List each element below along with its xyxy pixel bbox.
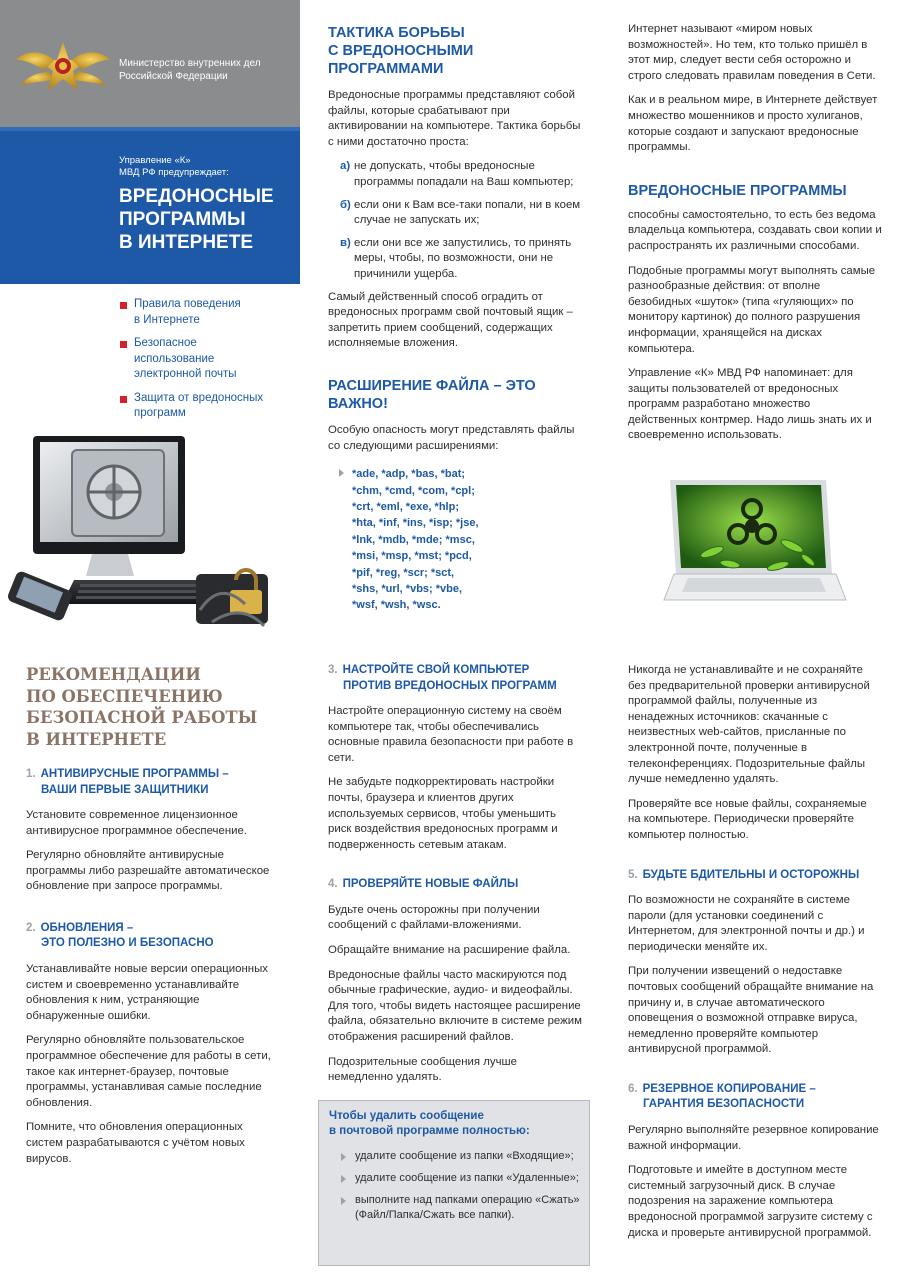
step-letter: в) bbox=[340, 236, 351, 249]
section-paragraph: Помните, что обновления операционных систем разрабатываются с учётом новых вирусов. bbox=[26, 1121, 245, 1165]
heading-line: БУДЬТЕ БДИТЕЛЬНЫ И ОСТОРОЖНЫ bbox=[642, 868, 860, 881]
extension-heading bbox=[328, 377, 582, 413]
list-item: выполните над папками операцию «Сжать» (Файл/Папка/Сжать все папки). bbox=[337, 1193, 587, 1223]
section-paragraph: Установите современное лицензионное антивирусное программное обеспечение. bbox=[26, 809, 247, 837]
section-number: 6. bbox=[628, 1082, 638, 1095]
heading-line: ОБНОВЛЕНИЯ – bbox=[40, 921, 134, 934]
recommendations-middle-column bbox=[328, 663, 582, 1095]
topic-line: электронной почты bbox=[134, 368, 237, 380]
malware-paragraph: способны самостоятельно, то есть без ведома владельца компьютера, создавать свои копии и распространять их различными способами. bbox=[628, 208, 882, 252]
recommendations-title bbox=[26, 664, 276, 750]
extension-line: *shs, *url, *vbs; *vbe, bbox=[352, 583, 463, 596]
heading-line: ТАКТИКА БОРЬБЫ bbox=[328, 25, 465, 41]
ministry-line: Министерство внутренних дел bbox=[119, 58, 261, 69]
extension-intro: Особую опасность могут представлять файлы со следующими расширениями: bbox=[328, 424, 575, 452]
topic-line: Правила поведения bbox=[134, 298, 241, 310]
alert-subtitle bbox=[119, 155, 294, 179]
heading-line: РЕКОМЕНДАЦИИ bbox=[26, 665, 201, 684]
biohazard-laptop-icon bbox=[660, 476, 848, 608]
delete-message-title bbox=[329, 1109, 579, 1139]
topic-item bbox=[120, 297, 295, 328]
extension-line: *pif, *reg, *scr; *sct, bbox=[352, 566, 455, 579]
heading-line: РЕЗЕРВНОЕ КОПИРОВАНИЕ – bbox=[642, 1082, 816, 1095]
section-paragraph: Настройте операционную систему на своём компьютере так, чтобы обеспечивались основные правила безопасности при работе в сети. bbox=[328, 705, 574, 764]
section-paragraph: Никогда не устанавливайте и не сохраняйте без предварительной проверки антивирусной программой файлы, полученные из ненадежных источников: скачанные с неизвестных web-сайтов, присланные по электронной почте, полученные в телеконференциях. Подозрительные файлы лучше немедленно удалять. bbox=[628, 664, 870, 786]
extension-list bbox=[328, 466, 582, 614]
heading-line: ГАРАНТИЯ БЕЗОПАСНОСТИ bbox=[643, 1098, 805, 1111]
section-5-heading bbox=[628, 868, 882, 884]
leaflet-title bbox=[119, 185, 294, 254]
section-number: 4. bbox=[328, 878, 338, 891]
vault-monitor-icon bbox=[0, 430, 300, 642]
section-number: 1. bbox=[26, 768, 36, 780]
section-paragraph: По возможности не сохраняйте в системе пароли (для установки соединений с Интернетом, для электронной почты и др.) и периодически меняйте их. bbox=[628, 894, 865, 953]
section-paragraph: Будьте очень осторожны при получении сообщений с файлами-вложениями. bbox=[328, 903, 540, 932]
section-paragraph: Обращайте внимание на расширение файла. bbox=[328, 944, 571, 957]
heading-line: ПРОТИВ ВРЕДОНОСНЫХ ПРОГРАММ bbox=[343, 679, 557, 692]
heading-line: Чтобы удалить сообщение bbox=[329, 1110, 484, 1122]
heading-line: ПРОГРАММАМИ bbox=[328, 61, 444, 77]
heading-line: ПРОВЕРЯЙТЕ НОВЫЕ ФАЙЛЫ bbox=[342, 878, 519, 891]
ministry-name bbox=[119, 57, 289, 83]
title-panel-strip bbox=[0, 127, 300, 131]
list-item: удалите сообщение из папки «Входящие»; bbox=[337, 1149, 587, 1164]
heading-line: ВАЖНО! bbox=[328, 396, 388, 412]
section-paragraph: Регулярно выполняйте резервное копирование важной информации. bbox=[628, 1123, 879, 1152]
section-number: 5. bbox=[628, 868, 638, 881]
alert-line: Управление «К» bbox=[119, 155, 191, 166]
tactics-outro: Самый действенный способ оградить от вредоносных программ свой почтовый ящик – запретить прием сообщений, содержащих исполняемые вложения. bbox=[328, 290, 573, 350]
section-6-heading bbox=[628, 1082, 882, 1113]
topic-line: использование bbox=[134, 352, 215, 365]
heading-line: ЭТО ПОЛЕЗНО И БЕЗОПАСНО bbox=[41, 937, 214, 950]
tactics-step bbox=[328, 236, 582, 283]
section-number: 2. bbox=[26, 921, 36, 934]
tactics-section bbox=[328, 24, 582, 361]
topic-line: Безопасное bbox=[134, 337, 197, 349]
leaflet-title-line: ПРОГРАММЫ bbox=[119, 209, 246, 230]
section-4-heading bbox=[328, 877, 582, 893]
section-paragraph: Вредоносные файлы часто маскируются под обычные графические, аудио- и видеофайлы. Для того, чтобы видеть настоящее расширение файла, обязательно включите в системе режим отображения расширений файлов. bbox=[328, 968, 582, 1043]
topic-item bbox=[120, 391, 295, 422]
heading-line: АНТИВИРУСНЫЕ ПРОГРАММЫ – bbox=[40, 768, 229, 780]
section-paragraph: Не забудьте подкорректировать настройки почты, браузера и клиентов других используемых сервисов, чтобы уменьшить риск воздействия вредоносных программ и подверженность сетевым атакам. bbox=[328, 776, 558, 851]
section-3-heading bbox=[328, 663, 582, 694]
topic-line: в Интернете bbox=[134, 313, 200, 326]
extension-line: *wsf, *wsh, *wsc. bbox=[352, 599, 441, 612]
delete-message-box bbox=[318, 1100, 590, 1266]
alert-line: МВД РФ предупреждает: bbox=[119, 167, 229, 178]
malware-paragraph: Подобные программы могут выполнять самые разнообразные действия: от вполне безобидных «шуток» (типа «гуляющих» по монитору картинок) до полного разрушения информации, хранящейся на дисках компьютера. bbox=[628, 264, 876, 355]
topics-list bbox=[120, 297, 295, 430]
emblem-icon bbox=[14, 38, 112, 100]
extension-section bbox=[328, 377, 582, 614]
section-paragraph: Регулярно обновляйте пользовательское программное обеспечение для работы в сети, такое как интернет-браузер, почтовые программы, устанавливая самые последние обновления. bbox=[26, 1034, 271, 1109]
leaflet-title-line: В ИНТЕРНЕТЕ bbox=[119, 232, 254, 253]
list-item: удалите сообщение из папки «Удаленные»; bbox=[337, 1171, 587, 1186]
recommendations-right-column bbox=[628, 663, 882, 1250]
topic-line: Защита от вредоносных bbox=[134, 391, 264, 404]
tactics-steps bbox=[328, 159, 582, 282]
topic-item bbox=[120, 336, 295, 383]
step-text: если они все же запустились, то принять меры, чтобы, по возможности, они не причинили ущерба. bbox=[354, 236, 572, 280]
intro-column bbox=[628, 22, 882, 453]
step-text: если они к Вам все-таки попали, ни в коем случае не запускать их; bbox=[354, 198, 581, 227]
heading-line: В ИНТЕРНЕТЕ bbox=[26, 729, 167, 749]
step-text: не допускать, чтобы вредоносные программы попадали на Ваш компьютер; bbox=[354, 160, 574, 188]
heading-line: ПО ОБЕСПЕЧЕНИЮ bbox=[26, 686, 223, 706]
section-paragraph: Регулярно обновляйте антивирусные программы либо разрешайте автоматическое обновление при запросе программы. bbox=[26, 849, 270, 893]
heading-line: БЕЗОПАСНОЙ РАБОТЫ bbox=[26, 708, 258, 727]
section-paragraph: Подозрительные сообщения лучше немедленно удалять. bbox=[328, 1055, 517, 1084]
recommendations-left-column bbox=[26, 767, 278, 1176]
extension-line: *crt, *eml, *exe, *hlp; bbox=[352, 501, 459, 513]
heading-line: С ВРЕДОНОСНЫМИ bbox=[328, 43, 474, 59]
malware-paragraph: Управление «К» МВД РФ напоминает: для защиты пользователей от вредоносных программ разработано множество действенных контрмер. Надо лишь знать их и своевременно использовать. bbox=[628, 367, 872, 442]
tactics-heading bbox=[328, 24, 582, 78]
intro-paragraph: Как и в реальном мире, в Интернете действует множество мошенников и просто хулиганов, которые создают и запускают вредоносные программы. bbox=[628, 94, 878, 154]
heading-line: РАСШИРЕНИЕ ФАЙЛА – ЭТО bbox=[328, 378, 536, 394]
ministry-line: Российской Федерации bbox=[119, 71, 228, 82]
section-2-heading bbox=[26, 921, 278, 952]
extension-line: *msi, *msp, *mst; *pcd, bbox=[352, 550, 472, 563]
delete-message-steps bbox=[337, 1149, 587, 1230]
topic-line: программ bbox=[134, 407, 186, 419]
extension-line: *ade, *adp, *bas, *bat; bbox=[352, 468, 466, 481]
section-paragraph: Устанавливайте новые версии операционных систем и своевременно устанавливайте обновления к ним, устраняющие обнаруженные ошибки. bbox=[26, 962, 268, 1022]
section-paragraph: Подготовьте и имейте в доступном месте системный загрузочный диск. В случае подозрения на заражение компьютера вредоносной программой загрузите систему с диска и проверьте антивирусной программой. bbox=[628, 1164, 873, 1239]
tactics-step bbox=[328, 198, 582, 229]
extension-line: *chm, *cmd, *com, *cpl; bbox=[352, 484, 475, 497]
section-paragraph: При получении извещений о недоставке почтовых сообщений обращайте внимание на причину и, в случае автоматического оповещения о возможной отправке вируса, немедленно проверяйте компьютер антивирусной программой. bbox=[628, 965, 874, 1056]
malware-heading: ВРЕДОНОСНЫЕ ПРОГРАММЫ bbox=[628, 182, 847, 199]
step-letter: б) bbox=[340, 198, 351, 211]
triangle-arrow-icon bbox=[339, 469, 344, 477]
tactics-intro: Вредоносные программы представляют собой файлы, которые срабатывают при активировании на компьютере. Тактика борьбы с ними достаточно проста: bbox=[328, 89, 581, 148]
leaflet-title-line: ВРЕДОНОСНЫЕ bbox=[119, 186, 274, 207]
extension-line: *lnk, *mdb, *mde; *msc, bbox=[352, 533, 475, 546]
extension-line: *hta, *inf, *ins, *isp; *jse, bbox=[352, 517, 479, 530]
section-paragraph: Проверяйте все новые файлы, сохраняемые на компьютере. Периодически проверяйте компьютер полностью. bbox=[628, 797, 867, 841]
intro-paragraph: Интернет называют «миром новых возможностей». Но тем, кто только пришёл в этот мир, следует вести себя осторожно и строго следовать правилам поведения в Сети. bbox=[628, 23, 876, 82]
tactics-step bbox=[328, 159, 582, 190]
heading-line: в почтовой программе полностью: bbox=[329, 1125, 530, 1137]
section-1-heading bbox=[26, 767, 278, 798]
section-number: 3. bbox=[328, 664, 338, 676]
step-letter: а) bbox=[340, 160, 351, 173]
heading-line: ВАШИ ПЕРВЫЕ ЗАЩИТНИКИ bbox=[41, 783, 209, 796]
heading-line: НАСТРОЙТЕ СВОЙ КОМПЬЮТЕР bbox=[342, 664, 530, 676]
